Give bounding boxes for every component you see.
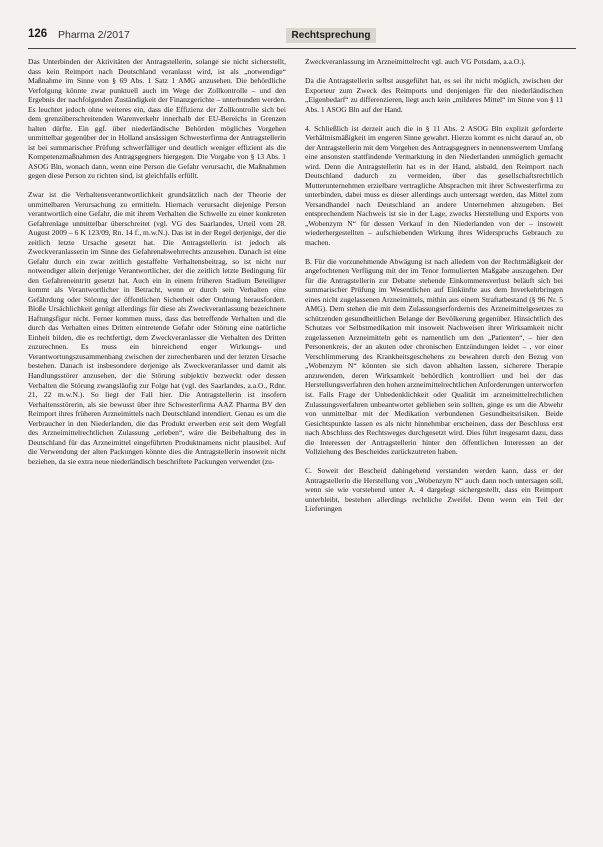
- paragraph: B. Für die vorzunehmende Abwägung ist nach alledem von der Rechtmäßigkeit der angefochtenen Verfügung mit der im Tenor formulierten Maßgabe auszugehen. Der für die Antragstellerin zur Debatte stehende Einkommensverlust beläuft sich bei summarischer Prüfung im Wesentlichen auf Einkünfte aus dem Inverkehrbringen eines nicht zugelassenen Arzneimittels, mithin aus einem Straftatbestand (§ 96 Nr. 5 AMG). Dem stehen die mit dem Zulassungserfordernis des Arzneimittelgesetzes zu schützenden gesundheitlichen Belange der Bevölkerung gegenüber. Hinsichtlich des Schutzes vor Selbstmedikation mit insoweit Nachweisen ihrer Wirksamkeit nicht zugelassenen Arzneimitteln geht es namentlich um den „Patienten“, – hier den Personenkreis, der an akuten oder chronischen Entzündungen leidet – , vor einer Verschlimmerung des Krankheitsgeschehens zu bewahren durch den Bezug von „Wobenzym N“ könnten sie sich davon abhalten lassen, sicherere Therapie anzuwenden, deren Wirksamkeit behördlich kontrolliert und bei der das Herstellungsverfahren den hohen arzneimittelrechtlichen Anforderungen unterworfen ist. Falls Frage der Unbedenklichkeit oder Qualität im arzneimittelrechtlichen Zulassungsverfahren unbeantwortet geblieben sein sollten, ginge es um die Abwehr von unmittelbar mit der Medikation verbundenen Gesundheitsrisiken. Beide Gesichtspunkte lassen es als nicht hinnehmbar erscheinen, dass der Beschluss erst nach Abschluss des Rechtsweges durchgesetzt wird. Dies führt insgesamt dazu, dass die Interessen der Antragstellerin hinter den öffentlichen Interessen an der Vollziehung des Bescheides zurückzutreten haben.: [305, 256, 563, 457]
- header-rule: [28, 48, 576, 49]
- paragraph: Das Unterbinden der Aktivitäten der Antragstellerin, solange sie nicht sicherstellt, dass kein Reimport nach Deutschland veranlasst wird, ist als „notwendige“ Maßnahme im Sinne von § 69 Abs. 1 Satz 1 AMG anzusehen. Die behördliche Verfolgung könnte zwar punktuell auch im Wege der Zollkontrolle – und den Ergebnis der nachfolgenden Zuständigkeit der Finanzgerichte – unterbunden werden. Es leuchtet jedoch ohne weiteres ein, dass die Effizienz der Zollkontrolle sich bei dem grenzüberschreitenden Warenverkehr innerhalb der EU-Bereichs in Grenzen halten dürfte. Ein ggf. über niederländische Behörden mögliches Vorgehen unmittelbar gegenüber der in Holland ansässigen Schwesterfirma der Antragstellerin ist bei summarischer Prüfung schwerfälliger und deutlich weniger effizient als die Kompetenzmaßnahmen des Antragsgegners hiergegen. Die Vorgabe von § 13 Abs. 1 ASOG Bln, wonach dann, wenn eine Person die Gefahr verursacht, die Maßnahmen gegen diese Person zu richten sind, ist gleichfalls erfüllt.: [28, 57, 286, 181]
- section-title: Rechtsprechung: [286, 28, 376, 43]
- right-column: [305, 57, 563, 835]
- paragraph: 4. Schließlich ist derzeit auch die in § 11 Abs. 2 ASOG Bln explizit geforderte Verhältnismäßigkeit im engeren Sinne gewahrt. Hierzu kommt es nicht darauf an, ob der Antragstellerin mit dem Vorgehen des Antragsgegners in nennenswertem Umfang eine ansonsten stattfindende Vermarktung in den Niederlanden unmöglich gemacht wird. Denn die Antragstellerin hat es in der Hand, alsbald, den Reimport nach Deutschland dadurch zu vermeiden, über das gesellschaftsrechtlich Mutterunternehmen erzielbare vertragliche Absprachen mit ihrer Schwesterfirma zu unterbinden, dabei muss es dieser allerdings auch untersagt werden, das Mittel zum Versandhandel nach Deutschland an andere Unternehmen abzugeben. Bei entsprechendem Nachweis ist sie in der Lage, zwecks Herstellung und Exports von „Wobenzym N“ für dessen Verkauf in den Niederlanden von der – insoweit wiederhergestellten – aufschiebenden Wirkung ihres Widerspruchs Gebrauch zu machen.: [305, 123, 563, 247]
- page-header: [28, 28, 576, 44]
- journal-issue: Pharma 2/2017: [58, 29, 130, 41]
- page-number: 126: [28, 28, 48, 40]
- paragraph: Da die Antragstellerin selbst ausgeführt hat, es sei ihr nicht möglich, zwischen der Exporteur zum Zweck des Reimports und denjenigen für den niederländischen „Eigenbedarf“ zu differenzieren, liegt auch kein „milderes Mittel“ im Sinne von § 11 Abs. 1 ASOG Bln auf der Hand.: [305, 76, 563, 114]
- paragraph: Zwar ist die Verhaltensverantwortlichkeit grundsätzlich nach der Theorie der unmittelbaren Verursachung zu ermitteln. Hiernach verursacht diejenige Person verantwortlich eine Gefahr, die mit ihrem Verhalten die Schwelle zu einer konkreten Gefahrenlage unmittelbar überschreitet (vgl. VG des Saarlandes, Urteil vom 28. August 2009 – 6 K 123/09, Rn. 14 f., m.w.N.). Das ist in der Regel derjenige, der die zeitlich letzte Ursache gesetzt hat. Die Antragstellerin ist jedoch als Zweckveranlasserin im Sinne des Gefahrenabwehrrechts anzusehen. Danach ist eine Gefahr durch ein zwar zeitlich gestaffelte Verhaltensbeitrag, so ist nicht nur notwendiger allein derjenige Verantwortlicher, der die zeitlich letzte Bedingung für den Gefahreneintritt gesetzt hat. Auch ein in einem früheren Stadium Beteiligter kommt als Verantwortlicher in Betracht, wenn er durch sein Verhalten eine Gefährdung oder Störung der öffentlichen Sicherheit oder Ordnung herausfordert. Bloße Ursächlichkeit genügt allerdings für diese als Zweckveranlassung bezeichnete Haftungsfigur nicht. Ferner kommen muss, dass das betreffende Verhalten und die durch das Verhalten eines Dritten eintretende Gefahr oder Störung eine natürliche Einheit bilden, die es rechtfertigt, dem Zweckveranlasser die Verhalten des Dritten zuzurechnen. Es muss ein hinreichend enger Wirkungs- und Verantwortungszusammenhang zwischen der zurechenbaren und der letzten Ursache bestehen. Danach ist insbesondere derjenige als Zweckveranlasser und damit als Handlungsstörer anzusehen, der die Störung subjektiv bezweckt oder dessen Verhalten die Störung zwangsläufig zur Folge hat (vgl. des Saarlandes, a.a.O., Rdnr. 21, 22 m.w.N.). So liegt der Fall hier. Die Antragstellerin ist insofern Verhaltensstörerin, als sie bewusst über ihre Schwesterfirma AAZ Pharma BV den Reimport ihres früheren Arzneimittels nach Deutschland intendiert. Genau es um die Verbraucher in den Niederlanden, die das Produkt erwerben erst seit dem Wegfall des Arzneimittelrechtlichen Zulassung „erleben“, wäre die Beibehaltung des in Deutschland für das Arzneimittel eingeführten Produktnamens nicht plausibel. Auf die Verwendung der alten Packungen könnte dies die Antragstellerin insoweit nicht beziehen, da sie extra neue niederländisch beschriftete Packungen verwendet (zu-: [28, 190, 286, 466]
- paragraph: Zweckveranlassung im Arzneimittelrecht vgl. auch VG Potsdam, a.a.O.).: [305, 57, 526, 66]
- paragraph: C. Soweit der Bescheid dahingehend verstanden werden kann, dass er der Antragstellerin die Herstellung von „Wobenzym N“ auch dann noch untersagen soll, wenn sie wie vorstehend unter A. 4 dargelegt sichergestellt, dass ein Reimport unterbleibt, bestehen allerdings rechtliche Zweifel. Denn wenn ein Teil der Lieferungen: [305, 466, 563, 514]
- left-column: [28, 57, 286, 835]
